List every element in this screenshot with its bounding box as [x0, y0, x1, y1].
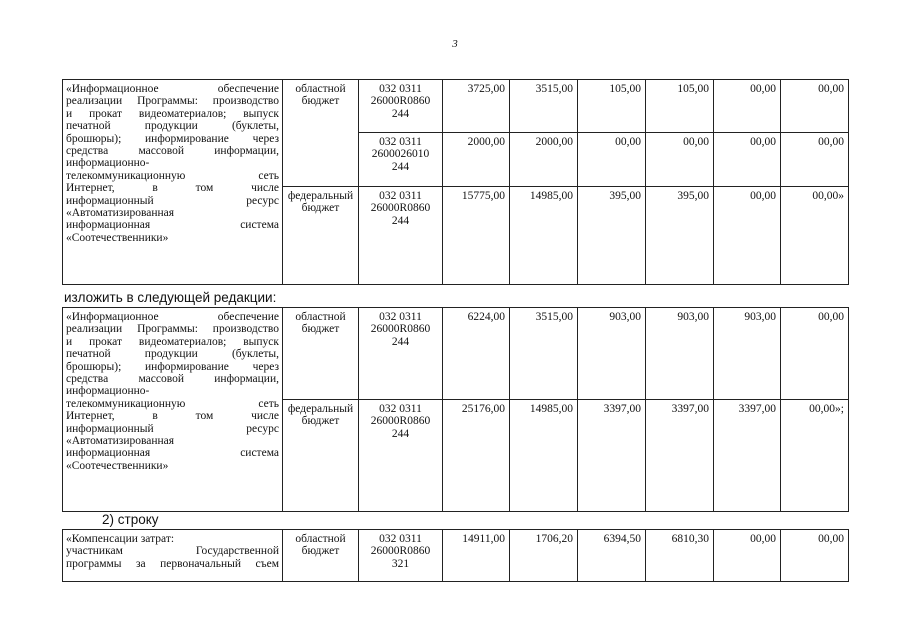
budget-code: 032 0311 26000R0860 244	[359, 187, 443, 285]
amount-year-1: 14985,00	[510, 400, 578, 512]
budget-code: 032 0311 2600026010 244	[359, 133, 443, 187]
amount-year-2: 903,00	[578, 308, 646, 400]
amount-year-5: 00,00»	[781, 187, 849, 285]
amount-year-3: 395,00	[646, 187, 714, 285]
amount-year-2: 00,00	[578, 133, 646, 187]
amount-year-1: 14985,00	[510, 187, 578, 285]
amount-year-1: 3515,00	[510, 308, 578, 400]
amount-year-5: 00,00	[781, 80, 849, 133]
amount-year-2: 6394,50	[578, 530, 646, 582]
budget-code: 032 0311 26000R0860 321	[359, 530, 443, 582]
funding-source: федеральный бюджет	[283, 400, 359, 512]
amount-total: 3725,00	[443, 80, 510, 133]
funding-source: областной бюджет	[283, 530, 359, 582]
amount-year-4: 00,00	[714, 80, 781, 133]
amount-total: 6224,00	[443, 308, 510, 400]
funding-source: областной бюджет	[283, 80, 359, 187]
funding-source: федеральный бюджет	[283, 187, 359, 285]
amount-year-2: 105,00	[578, 80, 646, 133]
activity-description: «Информационное обеспечение реализации Программы: производство и прокат видеоматериалов; выпуск печатной продукции (буклеты, брошюры); информирование через средства массовой информации, информационно- телекоммуникационную сеть Интернет, в том числе информационный ресурс «Автоматизированная информационная система «Соотечественники»	[63, 308, 283, 512]
budget-code: 032 0311 26000R0860 244	[359, 400, 443, 512]
amendment-caption: изложить в следующей редакции:	[64, 290, 277, 305]
activity-description: «Информационное обеспечение реализации Программы: производство и прокат видеоматериалов; выпуск печатной продукции (буклеты, брошюры); информирование через средства массовой информации, информационно- телекоммуникационную сеть Интернет, в том числе информационный ресурс «Автоматизированная информационная система «Соотечественники»	[63, 80, 283, 285]
amount-year-1: 2000,00	[510, 133, 578, 187]
amount-year-2: 395,00	[578, 187, 646, 285]
budget-code: 032 0311 26000R0860 244	[359, 308, 443, 400]
amount-total: 2000,00	[443, 133, 510, 187]
compensation-table	[62, 529, 849, 582]
amount-year-5: 00,00	[781, 308, 849, 400]
amount-year-4: 903,00	[714, 308, 781, 400]
amount-total: 15775,00	[443, 187, 510, 285]
funding-source: областной бюджет	[283, 308, 359, 400]
amount-year-3: 3397,00	[646, 400, 714, 512]
budget-table-old	[62, 79, 849, 285]
amount-year-3: 00,00	[646, 133, 714, 187]
amount-year-4: 00,00	[714, 133, 781, 187]
amount-year-4: 00,00	[714, 530, 781, 582]
amount-year-2: 3397,00	[578, 400, 646, 512]
budget-table-new	[62, 307, 849, 512]
amount-year-3: 903,00	[646, 308, 714, 400]
page-number: 3	[452, 38, 458, 50]
amount-year-3: 6810,30	[646, 530, 714, 582]
activity-description: «Компенсации затрат: участникам Государственной программы за первоначальный съем	[63, 530, 283, 582]
amount-year-4: 3397,00	[714, 400, 781, 512]
amount-year-3: 105,00	[646, 80, 714, 133]
amount-total: 25176,00	[443, 400, 510, 512]
amount-year-1: 1706,20	[510, 530, 578, 582]
amount-year-1: 3515,00	[510, 80, 578, 133]
amount-year-5: 00,00	[781, 133, 849, 187]
amount-year-4: 00,00	[714, 187, 781, 285]
budget-code: 032 0311 26000R0860 244	[359, 80, 443, 133]
amount-year-5: 00,00»;	[781, 400, 849, 512]
section-caption: 2) строку	[102, 512, 159, 527]
amount-year-5: 00,00	[781, 530, 849, 582]
amount-total: 14911,00	[443, 530, 510, 582]
